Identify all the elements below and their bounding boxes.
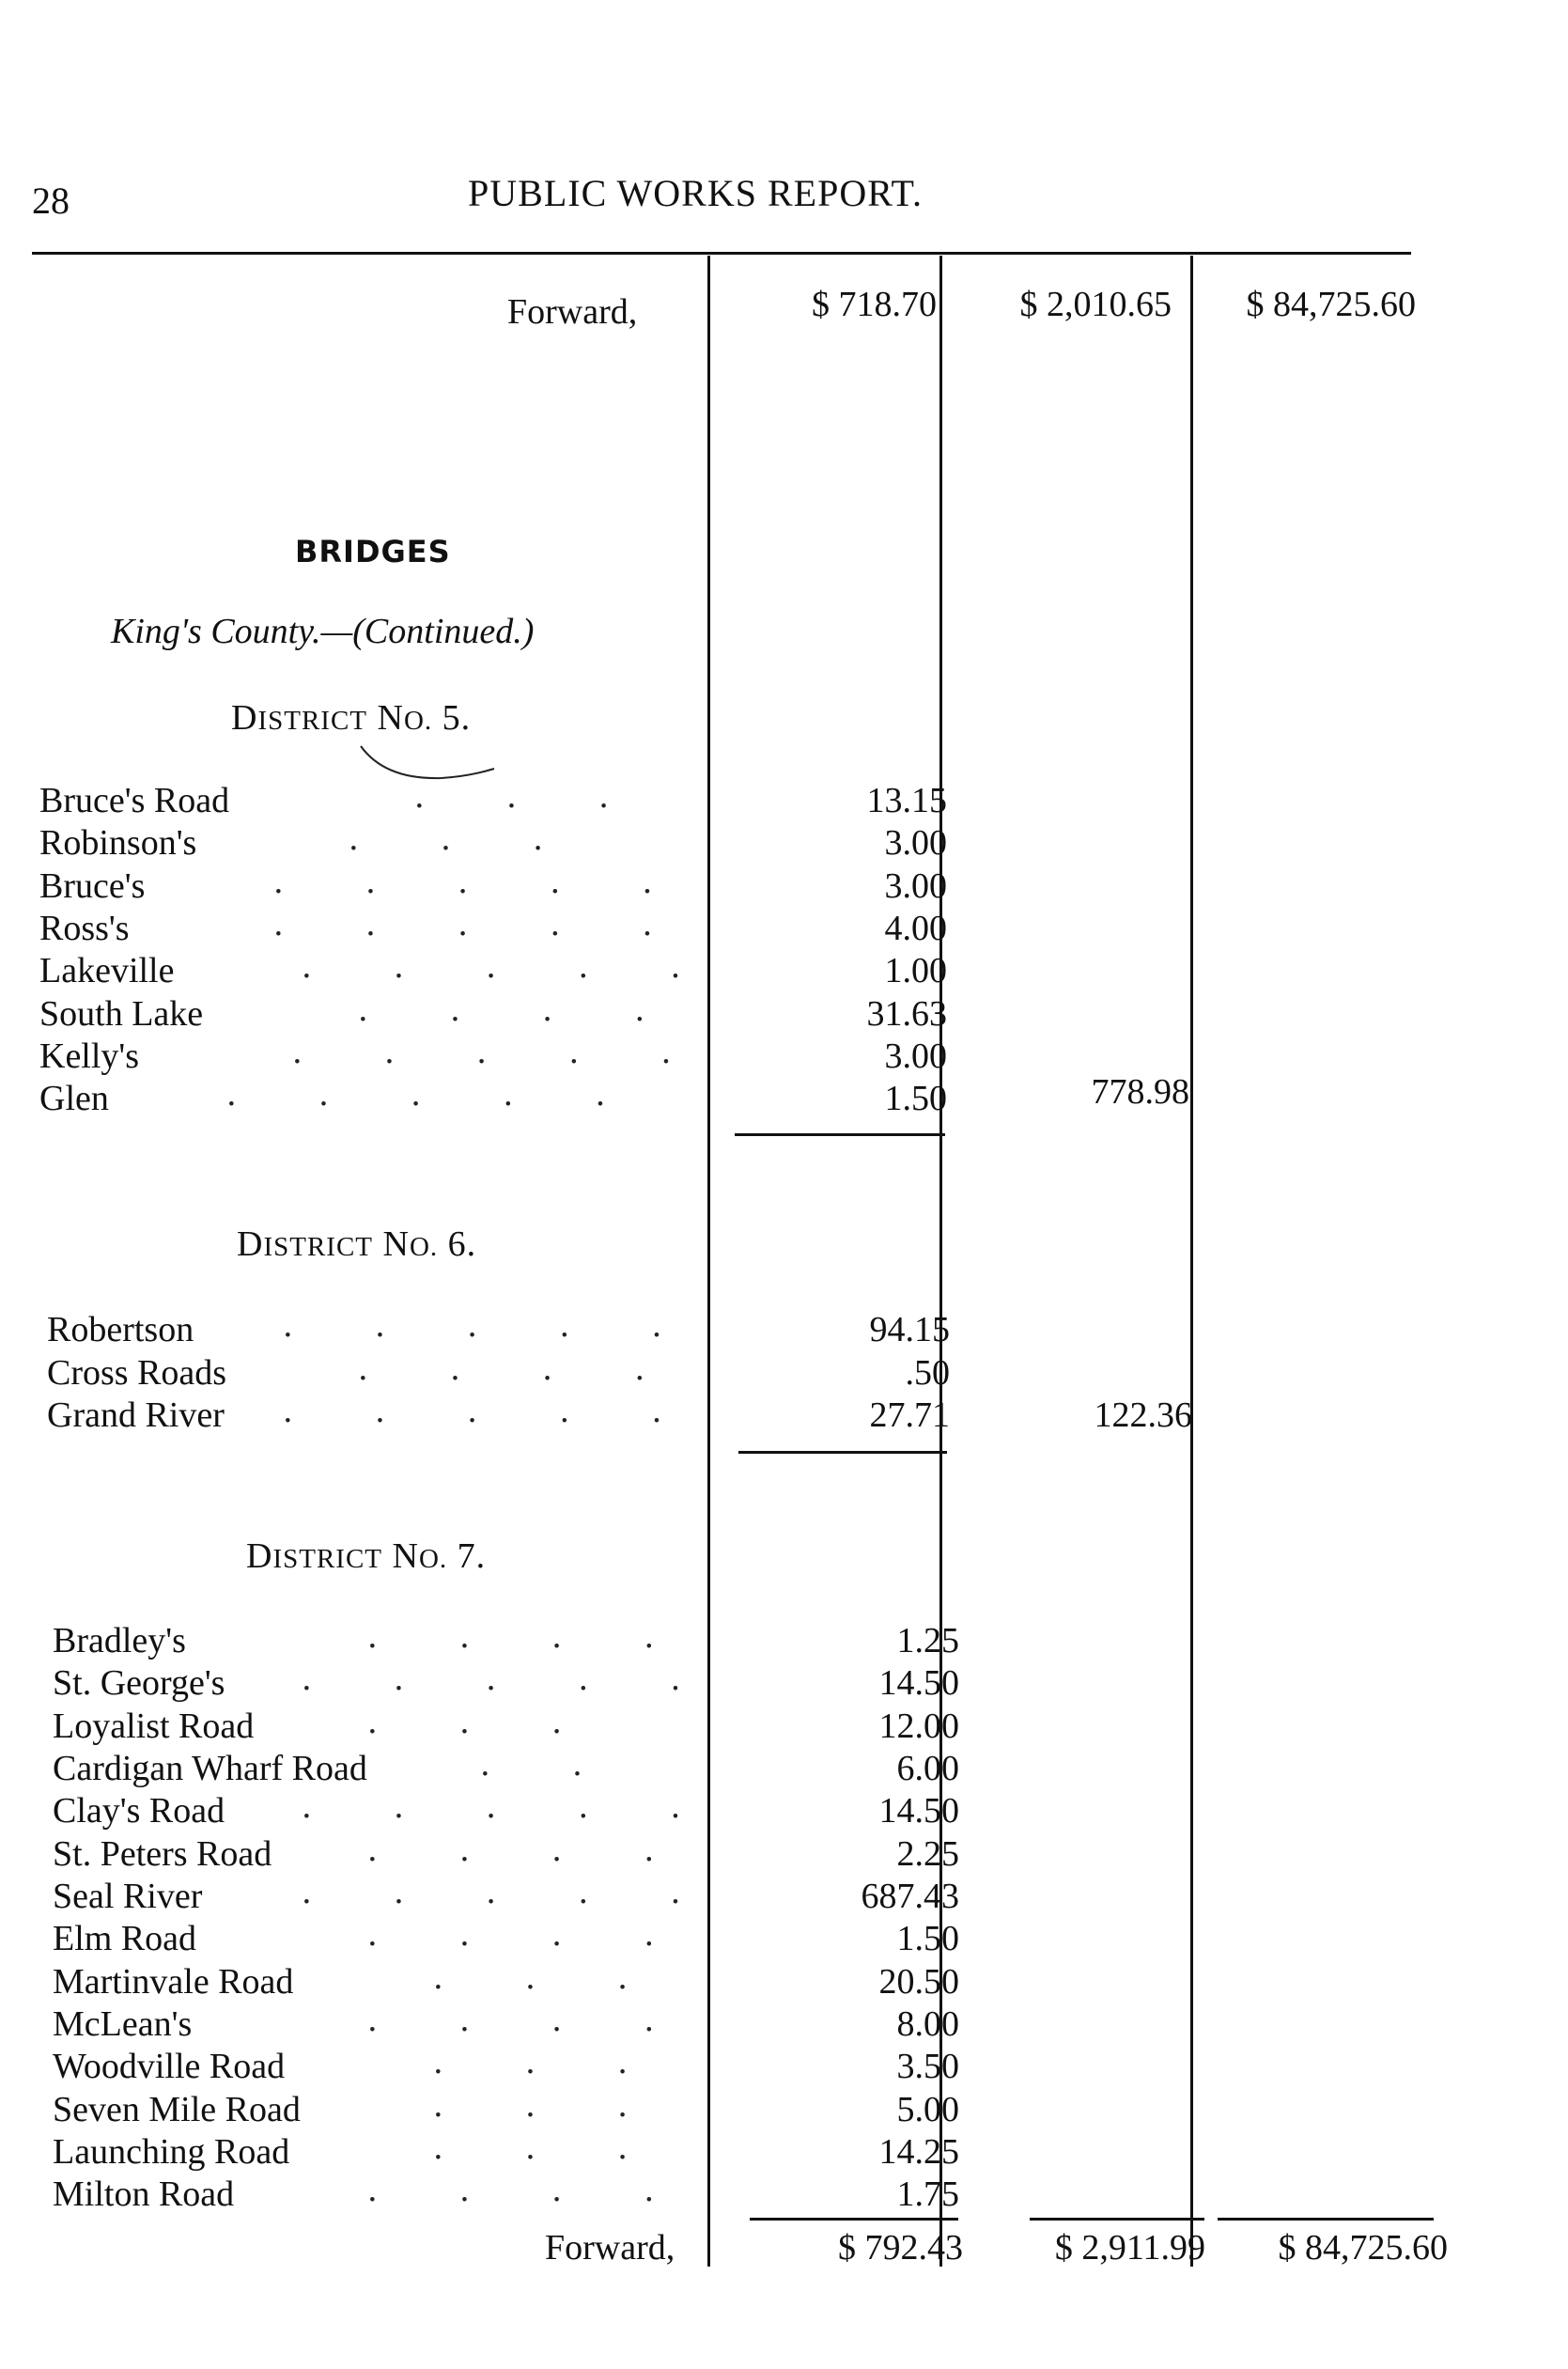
page-number: 28: [32, 179, 70, 222]
list-item: Seven Mile Road: [53, 2090, 301, 2129]
list-item: Clay's Road: [53, 1791, 225, 1831]
forward-top-col2: $ 2,010.65: [1019, 285, 1172, 324]
list-item: Woodville Road: [53, 2047, 286, 2086]
leader-dots: · · ·: [413, 787, 645, 826]
list-item: Martinvale Road: [53, 1962, 294, 2002]
list-amount: 20.50: [878, 1962, 959, 2002]
list-amount: 5.00: [896, 2090, 959, 2129]
list-item: Grand River: [47, 1395, 225, 1435]
district-5-heading: DISTRICT NO. 5.: [231, 698, 472, 738]
list-amount: 8.00: [896, 2004, 959, 2044]
list-amount: 1.25: [896, 1621, 959, 1660]
list-item: Seal River: [53, 1877, 203, 1916]
list-item: McLean's: [53, 2004, 193, 2044]
list-amount: 14.25: [878, 2132, 959, 2172]
header-rule: [32, 252, 1411, 255]
leader-dots: · · · · ·: [282, 1401, 699, 1441]
leader-dots: · · · ·: [357, 1359, 682, 1398]
list-item: St. George's: [53, 1663, 225, 1703]
column-rule-3: [1190, 256, 1193, 2267]
leader-dots: · · · ·: [357, 1000, 682, 1039]
list-amount: 1.00: [884, 951, 947, 990]
list-item: St. Peters Road: [53, 1834, 272, 1874]
leader-dots: · · · · ·: [225, 1084, 643, 1124]
forward-top-col1: $ 718.70: [812, 285, 937, 324]
leader-dots: · · · · ·: [301, 1669, 718, 1708]
list-item: Launching Road: [53, 2132, 290, 2172]
leader-dots: · · ·: [366, 1712, 598, 1752]
leader-dots: · · ·: [432, 2096, 664, 2135]
forward-label-top: Forward,: [507, 292, 638, 332]
list-amount: 6.00: [896, 1749, 959, 1788]
district-6-total: 122.36: [1094, 1395, 1192, 1435]
list-amount: 31.63: [866, 994, 947, 1034]
list-amount: 4.00: [884, 909, 947, 948]
forward-bottom-rule-3: [1218, 2218, 1434, 2221]
list-item: Loyalist Road: [53, 1707, 255, 1746]
list-item: Bruce's: [39, 866, 146, 906]
list-amount: 3.00: [884, 823, 947, 863]
list-amount: 3.50: [896, 2047, 959, 2086]
forward-bottom-col3: $ 84,725.60: [1278, 2228, 1448, 2268]
list-amount: 3.00: [884, 1036, 947, 1076]
list-item: Robinson's: [39, 823, 197, 863]
leader-dots: · · · · ·: [272, 872, 690, 912]
list-item: Lakeville: [39, 951, 175, 990]
forward-label-bottom: Forward,: [545, 2228, 675, 2268]
list-item: Ross's: [39, 909, 130, 948]
leader-dots: · · · · ·: [301, 957, 718, 996]
district-5-total: 778.98: [1091, 1072, 1189, 1112]
list-item: Elm Road: [53, 1919, 197, 1958]
page-header: PUBLIC WORKS REPORT.: [468, 172, 923, 214]
leader-dots: · · · ·: [366, 2010, 691, 2049]
list-item: South Lake: [39, 994, 204, 1034]
list-amount: 14.50: [878, 1663, 959, 1703]
list-amount: 13.15: [866, 781, 947, 820]
list-amount: 12.00: [878, 1707, 959, 1746]
leader-dots: · · · ·: [366, 2180, 691, 2220]
district-7-heading: DISTRICT NO. 7.: [246, 1536, 487, 1576]
column-rule-1: [707, 256, 710, 2267]
district-6-subtotal-rule: [738, 1451, 947, 1454]
district-6-heading: DISTRICT NO. 6.: [237, 1224, 477, 1264]
district-5-subtotal-rule: [735, 1133, 945, 1136]
leader-dots: · · · · ·: [282, 1316, 699, 1355]
list-amount: 3.00: [884, 866, 947, 906]
list-amount: 27.71: [869, 1395, 950, 1435]
forward-bottom-rule-2: [1030, 2218, 1204, 2221]
leader-dots: · · ·: [348, 829, 580, 868]
leader-dots: · · ·: [432, 1968, 664, 2007]
list-amount: 1.75: [896, 2174, 959, 2214]
leader-dots: · · · ·: [366, 1925, 691, 1964]
leader-dots: · · · · ·: [301, 1882, 718, 1922]
leader-dots: · · ·: [432, 2052, 664, 2092]
leader-dots: · · · ·: [366, 1627, 691, 1666]
forward-bottom-col1: $ 792.43: [838, 2228, 963, 2268]
list-amount: 1.50: [896, 1919, 959, 1958]
list-amount: 687.43: [861, 1877, 959, 1916]
county-heading: King's County.—(Continued.): [111, 612, 535, 651]
forward-top-col3: $ 84,725.60: [1246, 285, 1416, 324]
leader-dots: · · · ·: [366, 1840, 691, 1879]
list-amount: 14.50: [878, 1791, 959, 1831]
list-item: Cross Roads: [47, 1353, 227, 1393]
list-item: Glen: [39, 1079, 109, 1118]
list-item: Kelly's: [39, 1036, 140, 1076]
leader-dots: · · · · ·: [291, 1042, 708, 1082]
list-amount: 1.50: [884, 1079, 947, 1118]
list-amount: .50: [905, 1353, 950, 1393]
list-item: Robertson: [47, 1310, 194, 1349]
leader-dots: · · ·: [432, 2138, 664, 2177]
leader-dots: · · · · ·: [272, 914, 690, 954]
forward-bottom-rule-1: [750, 2218, 958, 2221]
list-item: Bruce's Road: [39, 781, 230, 820]
list-amount: 2.25: [896, 1834, 959, 1874]
leader-dots: · ·: [479, 1754, 619, 1794]
list-item: Cardigan Wharf Road: [53, 1749, 367, 1788]
section-title: BRIDGES: [295, 534, 451, 569]
pen-mark: [357, 742, 498, 785]
list-amount: 94.15: [869, 1310, 950, 1349]
forward-bottom-col2: $ 2,911.99: [1054, 2228, 1205, 2268]
list-item: Milton Road: [53, 2174, 235, 2214]
leader-dots: · · · · ·: [301, 1797, 718, 1836]
list-item: Bradley's: [53, 1621, 186, 1660]
